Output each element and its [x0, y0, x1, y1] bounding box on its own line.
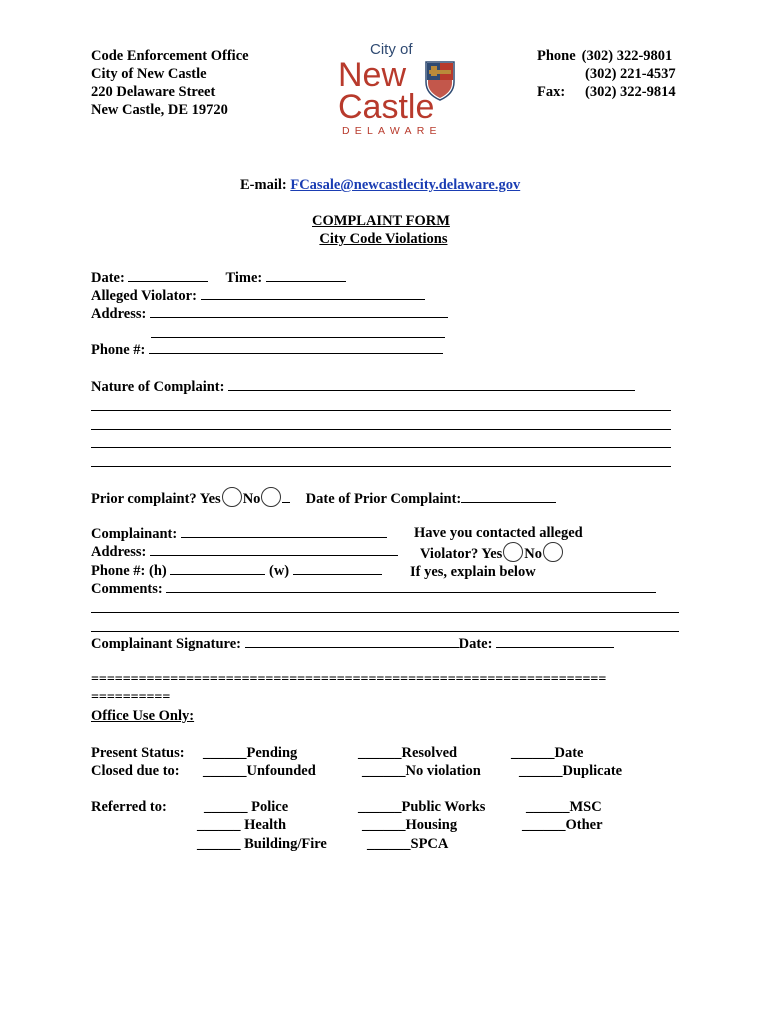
referred-housing-label: Housing — [405, 817, 458, 833]
nature-row — [91, 377, 635, 396]
contacted-block — [410, 524, 583, 581]
status-date[interactable] — [511, 744, 584, 762]
referred-housing[interactable] — [362, 816, 457, 834]
contacted-yes-radio[interactable] — [503, 542, 523, 562]
prior-complaint-label: Prior complaint? Yes — [91, 491, 221, 507]
office-use-title: Office Use Only: — [91, 708, 195, 724]
comments-row — [91, 579, 656, 598]
referred-public-works[interactable] — [358, 798, 485, 816]
contacted-violator-label: Violator? Yes — [420, 546, 503, 562]
status-resolved-label: Resolved — [401, 745, 458, 761]
prior-no-radio[interactable] — [261, 487, 281, 507]
contacted-no-radio[interactable] — [543, 542, 563, 562]
logo-castle: Castle — [338, 88, 435, 126]
closed-unfounded-blank: ______ — [203, 763, 247, 779]
signature-date-field[interactable] — [496, 634, 614, 648]
separator — [91, 671, 606, 707]
referred-building-fire[interactable] — [197, 835, 327, 853]
phone-number-1: (302) 322-9801 — [581, 48, 673, 64]
referred-other[interactable] — [522, 816, 603, 834]
referred-health[interactable] — [197, 816, 286, 834]
fax-number: (302) 322-9814 — [585, 84, 676, 100]
contacted-no-label: No — [524, 546, 543, 562]
status-date-blank: ______ — [511, 745, 555, 761]
prior-yes-radio[interactable] — [222, 487, 242, 507]
status-pending-label: Pending — [246, 745, 298, 761]
complainant-phone-w-label: (w) — [268, 563, 290, 579]
referred-public-works-blank: ______ — [358, 799, 402, 815]
email-label: E-mail: — [240, 177, 287, 193]
city-state-zip: New Castle, DE 19720 — [91, 102, 228, 118]
date-time-row — [91, 268, 346, 287]
referred-other-label: Other — [565, 817, 603, 833]
if-yes-note: If yes, explain below — [410, 564, 536, 580]
comments-field[interactable] — [166, 579, 656, 593]
referred-building-fire-label: Building/Fire — [244, 836, 327, 852]
referred-spca[interactable] — [367, 835, 448, 853]
referred-building-fire-blank: ______ — [197, 836, 241, 852]
complainant-phone-h-label: Phone #: (h) — [91, 563, 167, 579]
office-address-block — [91, 47, 249, 119]
referred-msc-blank: ______ — [526, 799, 570, 815]
complainant-label: Complainant: — [91, 526, 178, 542]
office-name: Code Enforcement Office — [91, 48, 249, 64]
logo-delaware: DELAWARE — [342, 125, 442, 137]
status-resolved-blank: ______ — [358, 745, 402, 761]
date-field[interactable] — [128, 268, 208, 282]
nature-line-2[interactable] — [91, 410, 671, 411]
status-date-label: Date — [554, 745, 584, 761]
alleged-violator-label: Alleged Violator: — [91, 288, 197, 304]
form-title-line1: COMPLAINT FORM — [312, 213, 450, 229]
nature-line-3[interactable] — [91, 429, 671, 430]
contacted-question: Have you contacted alleged — [414, 525, 583, 541]
time-field[interactable] — [266, 268, 346, 282]
closed-no-violation-blank: ______ — [362, 763, 406, 779]
closed-no-violation[interactable] — [362, 762, 481, 780]
address-label: Address: — [91, 306, 147, 322]
referred-public-works-label: Public Works — [401, 799, 486, 815]
date-label: Date: — [91, 270, 125, 286]
phone-label: Phone — [537, 48, 576, 64]
referred-to-label: Referred to: — [91, 799, 167, 815]
referred-other-blank: ______ — [522, 817, 566, 833]
signature-label: Complainant Signature: — [91, 636, 241, 652]
address-row — [91, 304, 448, 323]
email-link[interactable]: FCasale@newcastlecity.delaware.gov — [290, 177, 521, 193]
referred-housing-blank: ______ — [362, 817, 406, 833]
phone-number-2: (302) 221-4537 — [585, 66, 676, 82]
referred-health-label: Health — [244, 817, 287, 833]
date-prior-field[interactable] — [461, 489, 556, 503]
contact-numbers-block — [537, 47, 676, 101]
closed-due-to-label: Closed due to: — [91, 763, 180, 779]
referred-spca-blank: ______ — [367, 836, 411, 852]
complainant-phone-h-field[interactable] — [170, 561, 265, 575]
separator-line-2: ========== — [91, 690, 171, 705]
nature-line-4[interactable] — [91, 447, 671, 448]
closed-unfounded-label: Unfounded — [246, 763, 316, 779]
complainant-address-label: Address: — [91, 544, 147, 560]
referred-msc-label: MSC — [569, 799, 602, 815]
comments-line-2[interactable] — [91, 612, 679, 613]
complainant-address-field[interactable] — [150, 542, 398, 556]
fax-label: Fax: — [537, 84, 566, 100]
logo-city-of: City of — [370, 41, 413, 58]
email-line — [240, 176, 520, 194]
nature-line-5[interactable] — [91, 466, 671, 467]
form-title — [312, 212, 450, 248]
closed-no-violation-label: No violation — [405, 763, 481, 779]
nature-field[interactable] — [228, 377, 635, 391]
complainant-row — [91, 524, 387, 543]
referred-spca-label: SPCA — [410, 836, 449, 852]
prior-complaint-row — [91, 487, 556, 508]
closed-duplicate-label: Duplicate — [562, 763, 623, 779]
status-resolved[interactable] — [358, 744, 457, 762]
form-title-line2: City Code Violations — [319, 231, 448, 247]
comments-label: Comments: — [91, 581, 163, 597]
complainant-field[interactable] — [181, 524, 387, 538]
comments-line-3[interactable] — [91, 631, 679, 632]
logo-new: New — [338, 56, 407, 94]
phone-field[interactable] — [149, 340, 443, 354]
complainant-phone-row — [91, 561, 382, 580]
street-address: 220 Delaware Street — [91, 84, 216, 100]
phone-label-field: Phone #: — [91, 342, 146, 358]
city-logo — [336, 36, 458, 140]
date-prior-label: Date of Prior Complaint: — [305, 491, 462, 507]
time-label: Time: — [225, 270, 263, 286]
address-line2-field[interactable] — [151, 337, 445, 338]
prior-no-label: No — [242, 491, 261, 507]
city-name: City of New Castle — [91, 66, 207, 82]
complainant-phone-w-field[interactable] — [293, 561, 382, 575]
signature-date-label: Date: — [458, 636, 493, 652]
referred-police-label: Police — [251, 799, 289, 815]
referred-police[interactable] — [204, 798, 288, 816]
referred-msc[interactable] — [526, 798, 602, 816]
alleged-violator-field[interactable] — [201, 286, 425, 300]
referred-police-blank: ______ — [204, 799, 248, 815]
prior-no-underline — [282, 489, 290, 503]
alleged-violator-row — [91, 286, 425, 305]
signature-row — [91, 634, 614, 653]
closed-unfounded[interactable] — [203, 762, 316, 780]
address-field[interactable] — [150, 304, 448, 318]
nature-label: Nature of Complaint: — [91, 379, 225, 395]
closed-duplicate[interactable] — [519, 762, 622, 780]
status-pending[interactable] — [203, 744, 297, 762]
separator-line-1: ================================================================= — [91, 672, 607, 687]
referred-health-blank: ______ — [197, 817, 241, 833]
complainant-address-row — [91, 542, 398, 561]
phone-row — [91, 340, 443, 359]
closed-duplicate-blank: ______ — [519, 763, 563, 779]
present-status-label: Present Status: — [91, 745, 185, 761]
status-pending-blank: ______ — [203, 745, 247, 761]
signature-field[interactable] — [245, 634, 459, 648]
